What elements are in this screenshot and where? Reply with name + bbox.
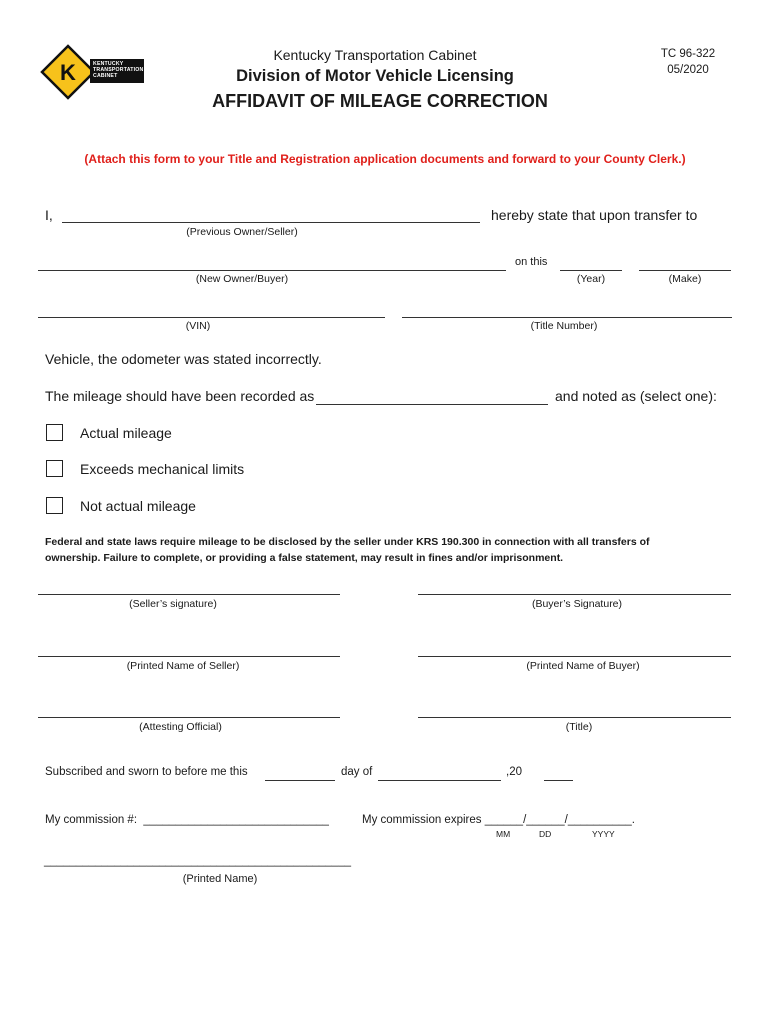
legal-notice: Federal and state laws require mileage to be disclosed by the seller under KRS 190.300 in connection with all transfers of ownership. Failure to complete, or providing a false statement, may result in fines and/or imprisonment.: [45, 536, 650, 564]
not-actual-label: Not actual mileage: [80, 498, 196, 514]
vin-field[interactable]: [38, 317, 385, 318]
actual-mileage-checkbox[interactable]: [46, 424, 63, 441]
actual-mileage-label: Actual mileage: [80, 425, 172, 441]
title-field[interactable]: [418, 717, 731, 718]
month-field[interactable]: [378, 780, 501, 781]
make-field[interactable]: [639, 270, 731, 271]
previous-owner-field[interactable]: [62, 222, 480, 223]
title-number-caption: (Title Number): [530, 320, 598, 332]
seller-signature-caption: (Seller’s signature): [129, 598, 217, 610]
printed-name-field[interactable]: ________________________________________________: [44, 855, 351, 867]
mileage-suffix: and noted as (select one):: [555, 388, 717, 404]
buyer-signature-caption: (Buyer’s Signature): [531, 598, 623, 610]
seller-signature-field[interactable]: [38, 594, 340, 595]
mileage-prefix: The mileage should have been recorded as: [45, 388, 315, 404]
buyer-signature-field[interactable]: [418, 594, 731, 595]
form-number: TC 96-322: [660, 48, 716, 60]
commission-number[interactable]: My commission #: _____________________________: [45, 814, 329, 826]
exceeds-limits-label: Exceeds mechanical limits: [80, 461, 245, 477]
statement-transfer: hereby state that upon transfer to: [491, 207, 698, 223]
logo-wordmark: KENTUCKY TRANSPORTATION CABINET: [90, 59, 144, 83]
buyer-name-caption: (Printed Name of Buyer): [526, 660, 640, 672]
year-field[interactable]: [560, 270, 622, 271]
new-owner-caption: (New Owner/Buyer): [195, 273, 289, 285]
division-name: Division of Motor Vehicle Licensing: [236, 67, 514, 85]
make-caption: (Make): [668, 273, 702, 285]
year-caption: (Year): [576, 273, 606, 285]
form-date: 05/2020: [667, 64, 709, 76]
yyyy-label: YYYY: [592, 829, 615, 839]
day-field[interactable]: [265, 780, 335, 781]
commission-expires[interactable]: My commission expires ______/______/__________.: [362, 814, 635, 826]
dd-label: DD: [539, 829, 552, 839]
exceeds-limits-checkbox[interactable]: [46, 460, 63, 477]
instruction-text: (Attach this form to your Title and Registration application documents and forward to your County Clerk.): [84, 152, 686, 166]
subscribed-text: Subscribed and sworn to before me this: [45, 766, 248, 778]
agency-name: Kentucky Transportation Cabinet: [273, 47, 477, 63]
statement-incorrect: Vehicle, the odometer was stated incorrectly.: [45, 351, 322, 367]
title-number-field[interactable]: [402, 317, 732, 318]
svg-text:K: K: [60, 60, 76, 85]
statement-i: I,: [45, 207, 53, 223]
year-prefix: ,20: [506, 766, 522, 778]
attesting-official-field[interactable]: [38, 717, 340, 718]
buyer-name-field[interactable]: [418, 656, 731, 657]
mm-label: MM: [496, 829, 511, 839]
printed-name-caption: (Printed Name): [182, 873, 258, 885]
previous-owner-caption: (Previous Owner/Seller): [186, 226, 298, 238]
not-actual-checkbox[interactable]: [46, 497, 63, 514]
mileage-field[interactable]: [316, 404, 548, 405]
title-caption: (Title): [565, 721, 593, 733]
vin-caption: (VIN): [185, 320, 211, 332]
attesting-official-caption: (Attesting Official): [139, 721, 222, 733]
day-of-text: day of: [341, 766, 373, 778]
kentucky-diamond-icon: [40, 44, 96, 100]
seller-name-caption: (Printed Name of Seller): [126, 660, 240, 672]
page-title: AFFIDAVIT OF MILEAGE CORRECTION: [212, 91, 548, 111]
notary-year-field[interactable]: [544, 780, 573, 781]
new-owner-field[interactable]: [38, 270, 506, 271]
statement-on-this: on this: [515, 256, 548, 268]
seller-name-field[interactable]: [38, 656, 340, 657]
